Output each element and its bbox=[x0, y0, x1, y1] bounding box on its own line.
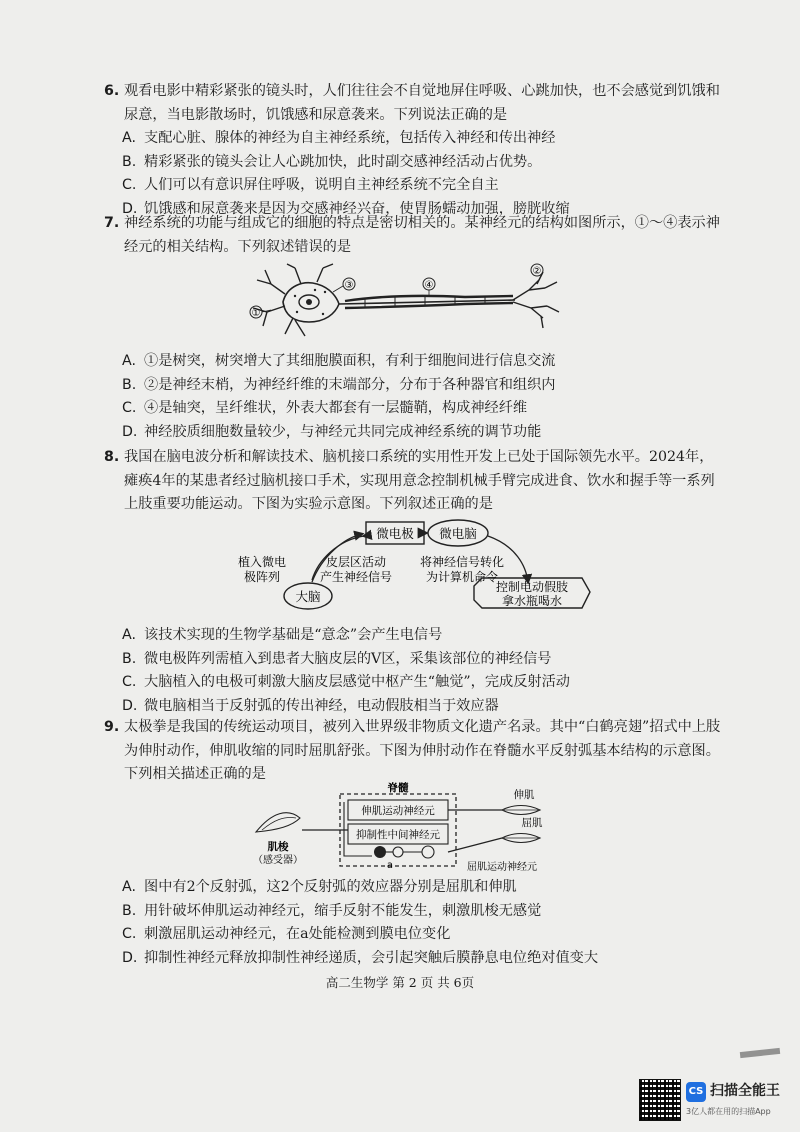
convert-text-2: 为计算机命令 bbox=[425, 570, 499, 584]
question-6 bbox=[104, 80, 724, 221]
question-8 bbox=[104, 446, 724, 517]
scan-mark bbox=[740, 1048, 780, 1058]
option-c: C. ④是轴突，呈纤维状，外表大都套有一层髓鞘，构成神经纤维 bbox=[122, 400, 528, 416]
reflex-arc-figure bbox=[252, 782, 552, 876]
microelectrode-label: 微电极 bbox=[376, 526, 414, 541]
point-a-label: a bbox=[386, 860, 394, 871]
scanner-tagline: 3亿人都在用的扫描App bbox=[686, 1107, 771, 1116]
question-stem: 我国在脑电波分析和解读技术、脑机接口系统的实用性开发上已处于国际领先水平。2024年，瘫痪4年的某患者经过脑机接口手术，实现用意念控制机械手臂完成进食、饮水和握手等一系列上肢重要功能运动。下图为实验示意图。下列叙述正确的是 bbox=[124, 449, 715, 512]
spindle-label-2: （感受器） bbox=[253, 855, 303, 866]
implant-text-1: 植入微电 bbox=[237, 555, 287, 569]
question-number: 7. bbox=[104, 215, 120, 231]
flexor-motor-label: 屈肌运动神经元 bbox=[467, 862, 537, 873]
inhibitory-label: 抑制性中间神经元 bbox=[356, 829, 440, 841]
extensor-motor-label: 伸肌运动神经元 bbox=[361, 805, 435, 817]
bci-figure bbox=[226, 516, 596, 622]
question-stem: 神经系统的功能与组成它的细胞的特点是密切相关的。某神经元的结构如图所示，①～④表示神经元的相关结构。下列叙述错误的是 bbox=[124, 215, 720, 255]
control-text-2: 拿水瓶喝水 bbox=[501, 594, 563, 608]
question-stem: 观看电影中精彩紧张的镜头时，人们往往会不自觉地屏住呼吸、心跳加快，也不会感觉到饥饿和尿意，当电影散场时，饥饿感和尿意袭来。下列说法正确的是 bbox=[124, 83, 720, 123]
scanner-name: 扫描全能王 bbox=[710, 1083, 780, 1099]
label-1: ① bbox=[251, 308, 261, 319]
option-a: A. 该技术实现的生物学基础是“意念”会产生电信号 bbox=[122, 627, 443, 643]
option-b: B. 精彩紧张的镜头会让人心跳加快，此时副交感神经活动占优势。 bbox=[122, 153, 542, 170]
option-d: D. 微电脑相当于反射弧的传出神经，电动假肢相当于效应器 bbox=[122, 697, 499, 714]
flexor-label: 屈肌 bbox=[521, 817, 543, 829]
question-7 bbox=[104, 212, 724, 259]
question-number: 9. bbox=[104, 719, 120, 735]
label-3: ③ bbox=[344, 280, 354, 291]
option-a: A. ①是树突，树突增大了其细胞膜面积，有利于细胞间进行信息交流 bbox=[122, 353, 556, 369]
extensor-label: 伸肌 bbox=[513, 789, 535, 801]
scanner-watermark bbox=[640, 1080, 790, 1126]
reflex-arc-diagram bbox=[252, 782, 552, 876]
question-8-options bbox=[104, 624, 724, 718]
spinal-cord-label: 脊髓 bbox=[387, 782, 409, 794]
option-d: D. 神经胶质细胞数量较少，与神经元共同完成神经系统的调节功能 bbox=[122, 423, 542, 440]
question-9-options bbox=[104, 876, 724, 970]
option-a: A. 支配心脏、腺体的神经为自主神经系统，包括传入神经和传出神经 bbox=[122, 130, 556, 146]
bci-diagram bbox=[226, 516, 596, 622]
microcomputer-label: 微电脑 bbox=[439, 526, 477, 541]
option-c: C. 人们可以有意识屏住呼吸，说明自主神经系统不完全自主 bbox=[122, 177, 499, 193]
option-d: D. 抑制性神经元释放抑制性神经递质，会引起突触后膜静息电位绝对值变大 bbox=[122, 949, 599, 966]
neuron-diagram bbox=[245, 262, 565, 342]
label-4: ④ bbox=[424, 280, 434, 291]
question-9 bbox=[104, 716, 724, 787]
qr-code-icon bbox=[640, 1080, 680, 1120]
spindle-label-1: 肌梭 bbox=[267, 841, 289, 853]
implant-text-2: 极阵列 bbox=[243, 570, 281, 584]
control-text-1: 控制电动假肢 bbox=[495, 580, 569, 594]
camscanner-logo-icon: CS bbox=[686, 1082, 706, 1102]
option-b: B. 用针破坏伸肌运动神经元，缩手反射不能发生，刺激肌梭无感觉 bbox=[122, 902, 542, 919]
option-c: C. 刺激屈肌运动神经元，在a处能检测到膜电位变化 bbox=[122, 926, 451, 942]
option-c: C. 大脑植入的电极可刺激大脑皮层感觉中枢产生“触觉”，完成反射活动 bbox=[122, 674, 570, 690]
page-footer: 高二生物学 第 2 页 共 6页 bbox=[325, 975, 475, 990]
option-d: D. 饥饿感和尿意袭来是因为交感神经兴奋，使胃肠蠕动加强，膀胱收缩 bbox=[122, 200, 570, 217]
question-number: 8. bbox=[104, 449, 120, 465]
question-7-options bbox=[104, 350, 724, 444]
question-stem: 太极拳是我国的传统运动项目，被列入世界级非物质文化遗产名录。其中“白鹤亮翅”招式中上肢为伸肘动作，伸肌收缩的同时屈肌舒张。下图为伸肘动作在脊髓水平反射弧基本结构的示意图。下列相关描述正确的是 bbox=[124, 719, 721, 782]
option-b: B. 微电极阵列需植入到患者大脑皮层的Ⅴ区，采集该部位的神经信号 bbox=[122, 650, 552, 667]
label-2: ② bbox=[532, 266, 542, 277]
convert-text-1: 将神经信号转化 bbox=[419, 555, 505, 569]
cortex-text-1: 皮层区活动 bbox=[325, 555, 387, 569]
cortex-text-2: 产生神经信号 bbox=[319, 570, 393, 584]
option-b: B. ②是神经末梢，为神经纤维的末端部分，分布于各种器官和组织内 bbox=[122, 376, 556, 393]
neuron-figure bbox=[245, 262, 565, 342]
option-a: A. 图中有2个反射弧，这2个反射弧的效应器分别是屈肌和伸肌 bbox=[122, 879, 517, 895]
question-number: 6. bbox=[104, 83, 120, 99]
brain-label: 大脑 bbox=[295, 589, 321, 604]
